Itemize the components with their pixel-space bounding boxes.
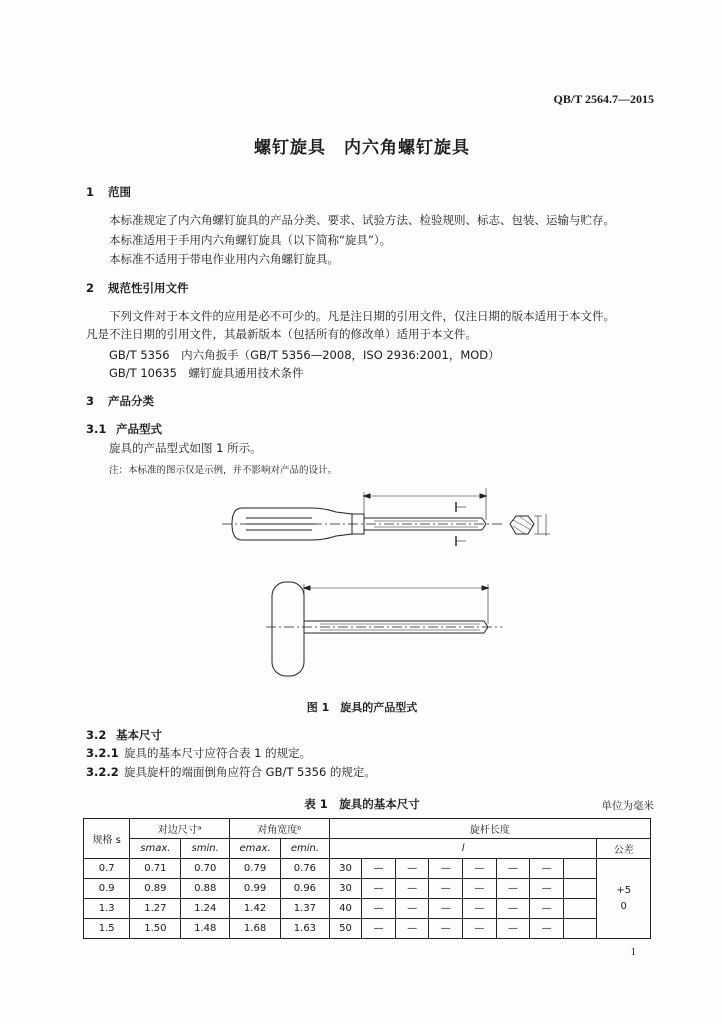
clause-text: 旋具旋杆的端面倒角应符合 GB/T 5356 的规定。 [124,765,376,779]
cell-dash: — [530,899,564,919]
cell-l: 30 [329,859,361,879]
basic-dimensions-table [83,818,651,939]
dimension-l-lower [304,584,488,624]
table-caption: 表 1 旋具的基本尺寸 [304,797,420,811]
cell-dash: — [429,859,463,879]
cell-dash: — [395,879,429,899]
section-number: 2 [86,281,95,295]
cell-spec: 1.5 [84,919,130,939]
cell-dash: — [362,879,396,899]
figure-1-drawing [220,478,570,688]
section-title: 范围 [108,185,131,199]
cell-spec: 0.7 [84,859,130,879]
cell-emin: 1.37 [281,899,330,919]
table-row [84,859,651,879]
header-spec: 规格 s [84,819,130,859]
cell-dash: — [429,899,463,919]
clause-3-2-1 [86,746,311,760]
cell-spec: 0.9 [84,879,130,899]
cell-emax: 1.68 [230,919,281,939]
cell-l: 50 [329,919,361,939]
cell-emax: 1.42 [230,899,281,919]
normative-paragraph: 下列文件对于本文件的应用是必不可少的。凡是注日期的引用文件，仅注日期的版本适用于本文件。 [109,309,615,323]
reference-item: GB/T 5356 内六角扳手（GB/T 5356—2008，ISO 2936:2001，MOD） [109,348,500,362]
clause-number: 3.2.1 [86,746,119,760]
normative-paragraph-cont: 凡是不注日期的引用文件，其最新版本（包括所有的修改单）适用于本文件。 [86,327,477,341]
header-emax: emax. [230,839,281,859]
cell-smin: 0.70 [181,859,230,879]
section-number: 3 [86,394,95,408]
cell-smax: 0.89 [130,879,181,899]
cell-smax: 1.50 [130,919,181,939]
cell-dash: — [362,899,396,919]
section-title: 规范性引用文件 [108,281,189,295]
cell-smin: 0.88 [181,879,230,899]
cell-smax: 0.71 [130,859,181,879]
figure-note: 注：本标准的图示仅是示例，并不影响对产品的设计。 [109,465,338,476]
document-title: 螺钉旋具 内六角螺钉旋具 [254,138,470,158]
cell-dash: — [530,919,564,939]
cell-empty [563,899,597,919]
table-row [84,879,651,899]
header-across-corners: 对角宽度ᵇ [230,819,330,839]
t-handle-view [272,582,488,676]
cell-emin: 0.76 [281,859,330,879]
cell-dash: — [463,899,497,919]
section-3-2-heading [86,727,162,743]
reference-item: GB/T 10635 螺钉旋具通用技术条件 [109,366,304,380]
section-title: 基本尺寸 [116,728,162,742]
cell-smin: 1.48 [181,919,230,939]
cell-emax: 0.99 [230,879,281,899]
tolerance-upper: +5 [616,884,632,896]
cell-dash: — [395,899,429,919]
clause-number: 3.2.2 [86,765,119,779]
header-smin: smin. [181,839,230,859]
header-shaft-length: 旋杆长度 [329,819,650,839]
header-emin: emin. [281,839,330,859]
cell-dash: — [362,859,396,879]
figure-caption: 图 1 旋具的产品型式 [306,701,418,714]
cell-emin: 0.96 [281,879,330,899]
table-row [84,919,651,939]
cell-l: 40 [329,899,361,919]
section-3-1-heading [86,421,162,437]
section-1-heading [86,184,131,200]
header-across-flats: 对边尺寸ᵃ [130,819,230,839]
cell-dash: — [395,919,429,939]
cell-emax: 0.79 [230,859,281,879]
scope-paragraph: 本标准适用于手用内六角螺钉旋具（以下简称“旋具”）。 [109,233,392,247]
cell-empty [563,879,597,899]
figure-reference-text: 旋具的产品型式如图 1 所示。 [109,441,262,455]
cell-tolerance [597,859,651,939]
cell-dash: — [463,859,497,879]
cell-dash: — [496,899,530,919]
cell-empty [563,859,597,879]
cell-dash: — [463,879,497,899]
cell-dash: — [463,919,497,939]
section-number: 1 [86,185,95,199]
tolerance-lower: 0 [620,900,627,912]
cell-spec: 1.3 [84,899,130,919]
section-title: 产品分类 [108,394,154,408]
cell-dash: — [496,919,530,939]
cell-smin: 1.24 [181,899,230,919]
cell-dash: — [429,879,463,899]
section-number: 3.1 [86,422,107,436]
cell-dash: — [530,859,564,879]
standard-code: QB/T 2564.7—2015 [553,92,654,106]
section-number: 3.2 [86,728,107,742]
cell-dash: — [496,879,530,899]
cell-l: 30 [329,879,361,899]
section-view-aa [510,514,550,536]
cell-empty [563,919,597,939]
cell-emin: 1.63 [281,919,330,939]
scope-paragraph: 本标准不适用于带电作业用内六角螺钉旋具。 [109,252,339,266]
page-number: 1 [630,946,636,958]
cell-smax: 1.27 [130,899,181,919]
clause-3-2-2 [86,765,376,779]
header-l: l [329,839,597,859]
scope-paragraph: 本标准规定了内六角螺钉旋具的产品分类、要求、试验方法、检验规则、标志、包装、运输与贮存。 [109,213,615,227]
section-2-heading [86,280,189,296]
dimension-l-upper [364,488,486,520]
cell-dash: — [362,919,396,939]
cell-dash: — [395,859,429,879]
header-tolerance: 公差 [597,839,651,859]
section-title: 产品型式 [116,422,162,436]
header-smax: smax. [130,839,181,859]
cell-dash: — [429,919,463,939]
cell-dash: — [496,859,530,879]
section-3-heading [86,393,154,409]
cell-dash: — [530,879,564,899]
clause-text: 旋具的基本尺寸应符合表 1 的规定。 [124,746,312,760]
table-row [84,899,651,919]
table-unit: 单位为毫米 [601,800,654,812]
